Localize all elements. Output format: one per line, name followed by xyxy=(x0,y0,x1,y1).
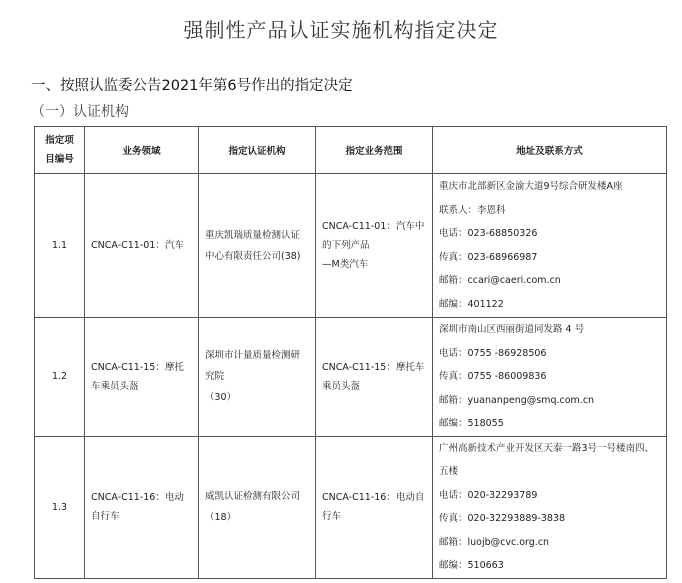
table-header-row xyxy=(35,127,667,174)
certification-table xyxy=(34,126,667,579)
table-row xyxy=(35,436,667,578)
business-field-cell: CNCA-C11-15：摩托车乘员头盔 xyxy=(85,318,199,437)
address-contact-cell xyxy=(433,436,667,578)
postcode-line: 邮编：518055 xyxy=(439,418,504,429)
certification-body-name: 威凯认证检测有限公司 （18） xyxy=(205,491,301,523)
table-row xyxy=(35,318,667,437)
header-address-contact: 地址及联系方式 xyxy=(433,127,667,174)
fax-line: 传真：023-68966987 xyxy=(439,251,538,263)
certification-body-cell xyxy=(199,436,316,578)
business-scope-cell xyxy=(316,436,433,578)
business-field-cell: CNCA-C11-01：汽车 xyxy=(85,174,199,318)
table-row xyxy=(35,174,667,318)
header-business-scope: 指定业务范围 xyxy=(316,127,433,174)
business-scope-text: CNCA-C11-15：摩托车乘员头盔 xyxy=(322,361,425,392)
certification-body-name: 深圳市计量质量检测研究院 （30） xyxy=(205,350,301,404)
business-scope-text: CNCA-C11-16：电动自行车 xyxy=(322,492,425,522)
certification-body-name: 重庆凯瑞质量检测认证中心有限责任公司(38) xyxy=(205,229,301,262)
email-line: 邮箱：yuananpeng@smq.com.cn xyxy=(439,394,595,406)
address-line: 重庆市北部新区金渝大道9号综合研发楼A座 xyxy=(439,181,623,192)
item-number-cell: 1.1 xyxy=(35,174,85,318)
phone-line: 电话：020-32293789 xyxy=(439,489,538,501)
email-line: 邮箱：luojb@cvc.org.cn xyxy=(439,536,550,548)
address-line: 广州高新技术产业开发区天泰一路3号一号楼南四、五楼 xyxy=(439,442,655,477)
business-scope-cell xyxy=(316,318,433,437)
document-title: 强制性产品认证实施机构指定决定 xyxy=(183,18,499,42)
address-contact-cell xyxy=(433,318,667,437)
subsection-heading: （一）认证机构 xyxy=(31,104,129,120)
contact-person-line: 联系人：李恩科 xyxy=(439,204,506,216)
email-line: 邮箱：ccari@caeri.com.cn xyxy=(439,275,561,286)
item-number-cell: 1.2 xyxy=(35,318,85,437)
certification-body-cell xyxy=(199,174,316,318)
business-field-cell: CNCA-C11-16：电动自行车 xyxy=(85,436,199,578)
address-contact-cell xyxy=(433,174,667,318)
header-item-number: 指定项目编号 xyxy=(35,127,85,174)
fax-line: 传真：0755 -86009836 xyxy=(439,371,547,382)
section-heading: 一、按照认监委公告2021年第6号作出的指定决定 xyxy=(31,78,353,94)
item-number-cell: 1.3 xyxy=(35,436,85,578)
phone-line: 电话：023-68850326 xyxy=(439,228,538,239)
postcode-line: 邮编：510663 xyxy=(439,560,504,571)
certification-body-cell xyxy=(199,318,316,437)
phone-line: 电话：0755 -86928506 xyxy=(439,347,547,359)
postcode-line: 邮编：401122 xyxy=(439,298,504,310)
address-line: 深圳市南山区西丽街道同发路 4 号 xyxy=(439,324,585,335)
header-certification-body: 指定认证机构 xyxy=(199,127,316,174)
header-business-field: 业务领域 xyxy=(85,127,199,174)
business-scope-text: CNCA-C11-01：汽车中的下列产品 —M类汽车 xyxy=(322,221,425,270)
fax-line: 传真：020-32293889-3838 xyxy=(439,513,566,524)
business-scope-cell xyxy=(316,174,433,318)
